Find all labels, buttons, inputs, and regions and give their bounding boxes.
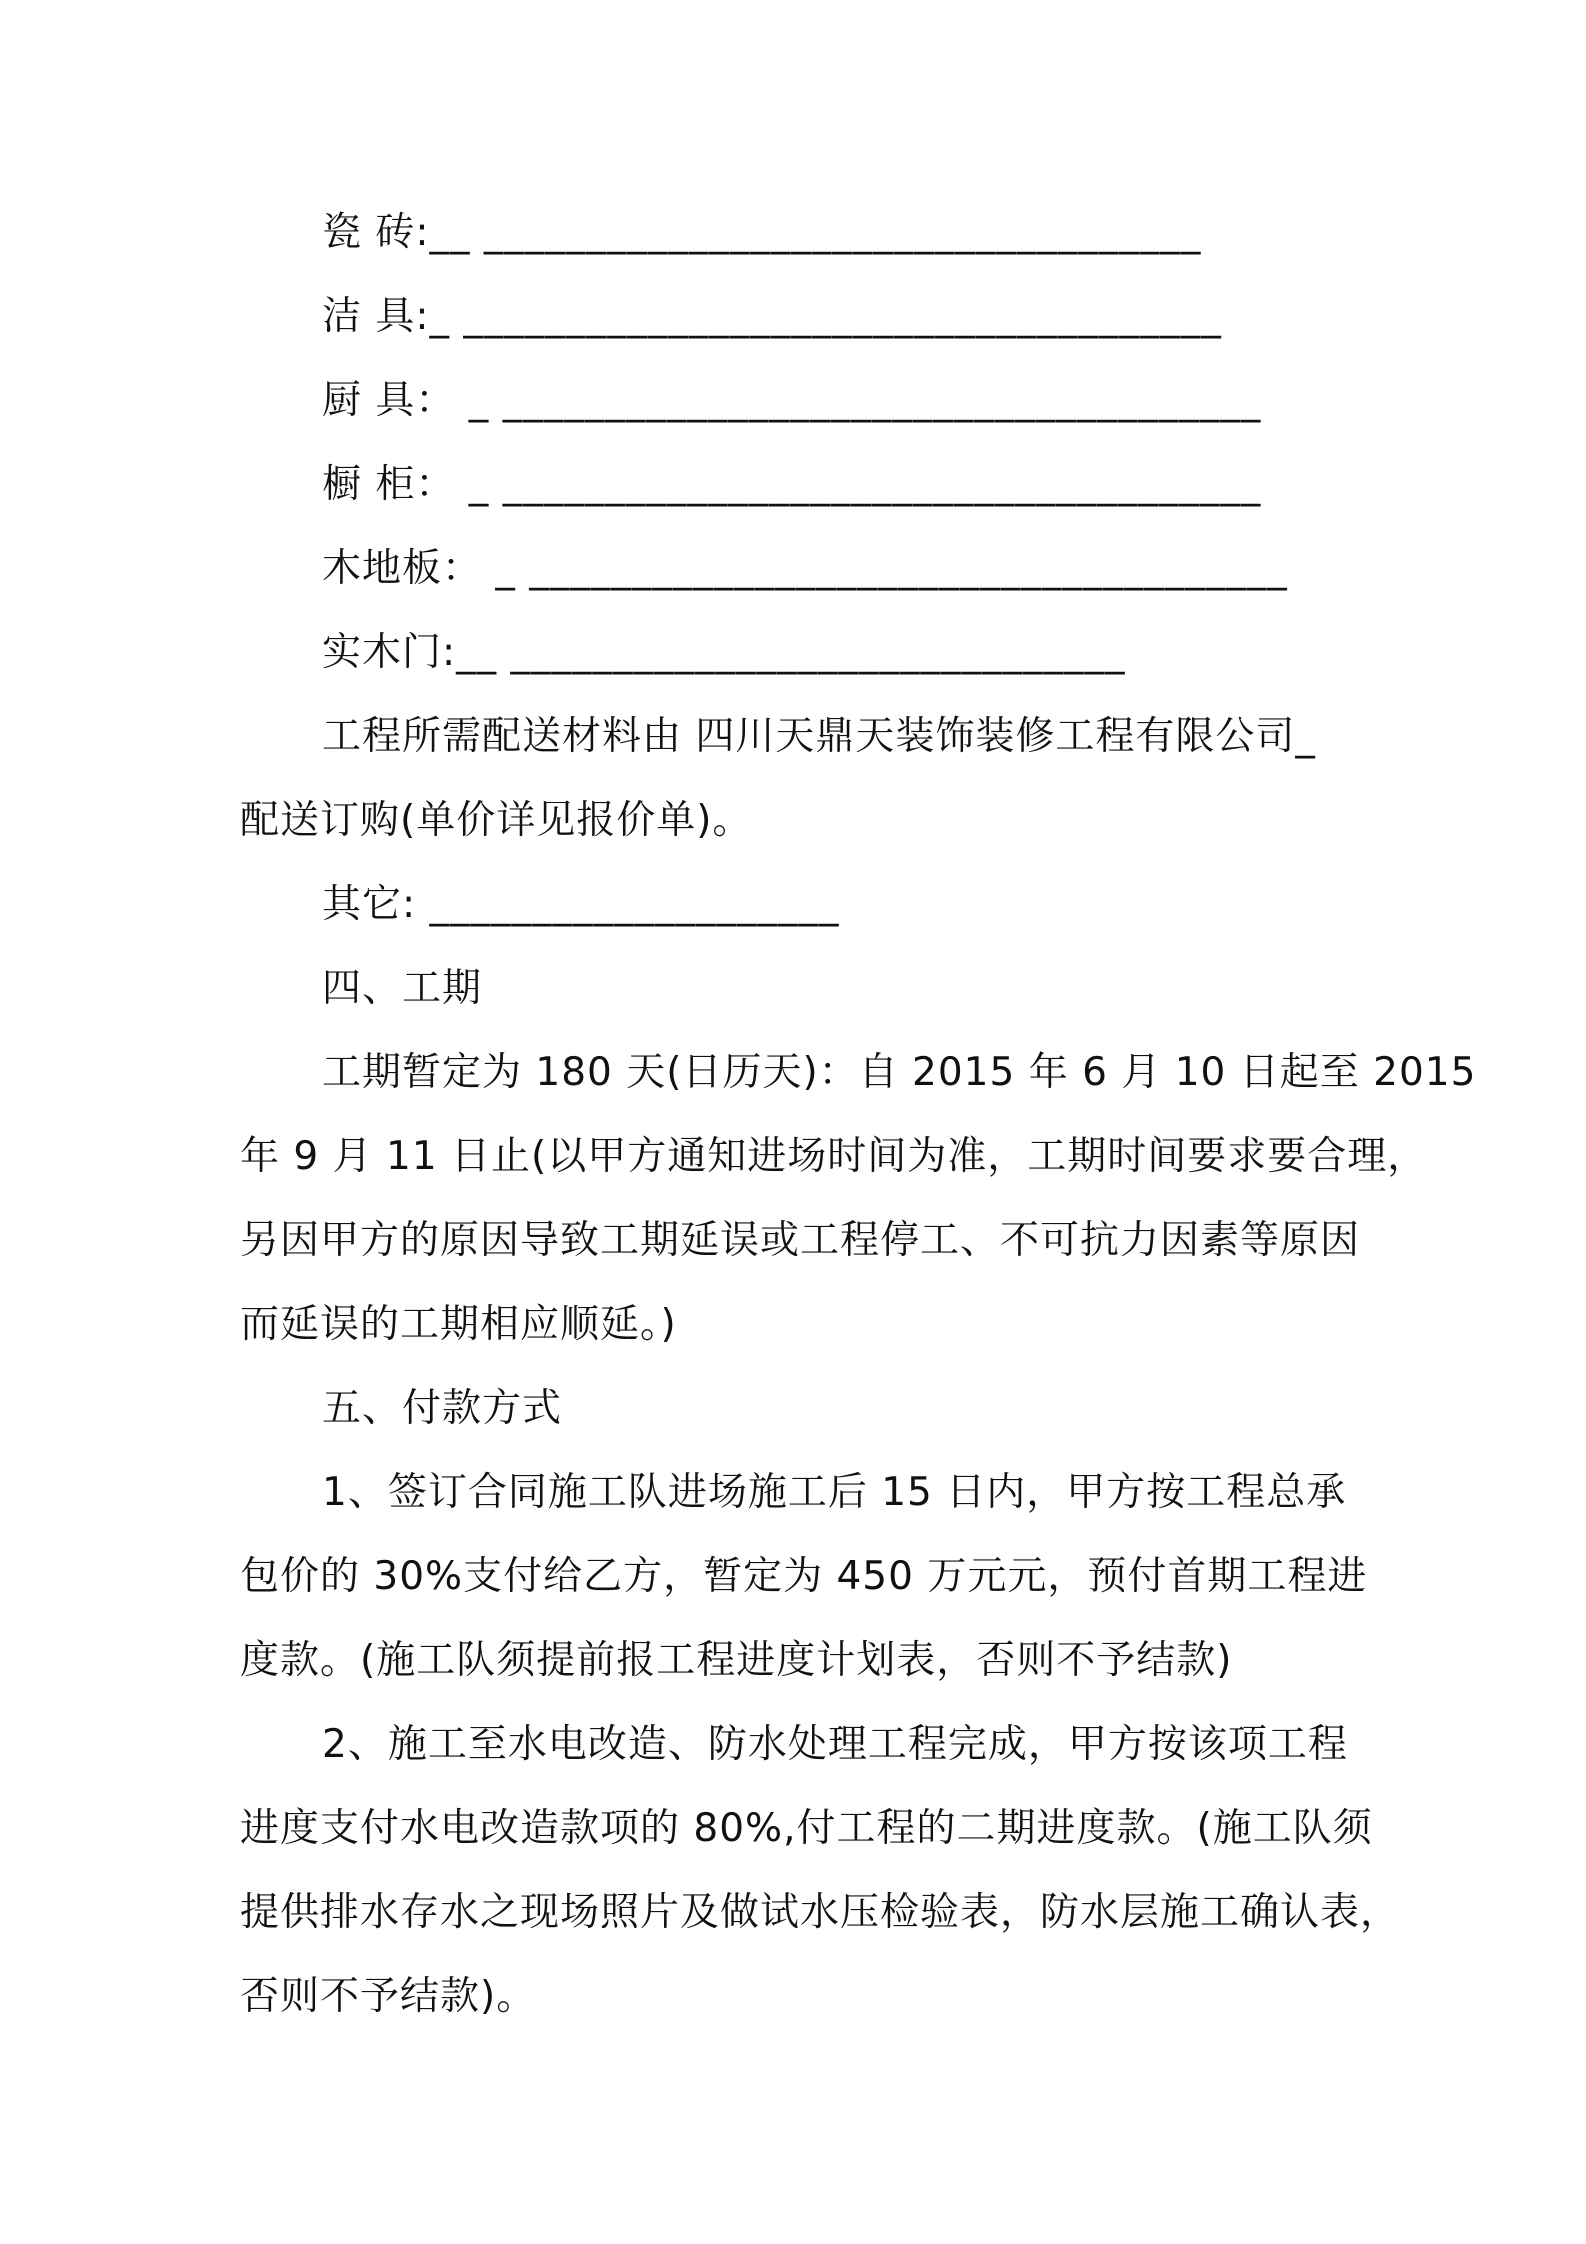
text-line-tile: 瓷 砖:__ ___________________________________ [322, 210, 1202, 255]
text-line-schedule-4: 而延误的工期相应顺延。) [240, 1302, 677, 1347]
text-line-cabinet: 橱 柜： _ _____________________________________ [322, 462, 1262, 507]
text-line-materials-cont: 配送订购(单价详见报价单)。 [240, 798, 753, 843]
text-line-other: 其它: ____________________ [322, 882, 840, 927]
text-line-payment-2a: 2、施工至水电改造、防水处理工程完成，甲方按该项工程 [322, 1722, 1348, 1767]
text-line-materials: 工程所需配送材料由 四川天鼎天装饰装修工程有限公司_ [322, 714, 1316, 759]
text-line-payment-1b: 包价的 30%支付给乙方，暂定为 450 万元元，预付首期工程进 [240, 1554, 1368, 1599]
text-line-kitchen: 厨 具： _ _____________________________________ [322, 378, 1262, 423]
section-heading-schedule: 四、工期 [322, 966, 483, 1011]
text-line-payment-1c: 度款。(施工队须提前报工程进度计划表，否则不予结款) [240, 1638, 1233, 1683]
text-line-schedule-2: 年 9 月 11 日止(以甲方通知进场时间为准，工期时间要求要合理， [240, 1134, 1428, 1179]
text-line-schedule-1: 工期暂定为 180 天(日历天)：自 2015 年 6 月 10 日起至 2015 [322, 1050, 1477, 1095]
section-heading-payment: 五、付款方式 [322, 1386, 563, 1431]
text-line-wood-floor: 木地板： _ _____________________________________ [322, 546, 1288, 591]
text-line-payment-2d: 否则不予结款)。 [240, 1974, 537, 2019]
text-line-payment-2c: 提供排水存水之现场照片及做试水压检验表，防水层施工确认表， [240, 1890, 1401, 1935]
text-line-wood-door: 实木门:__ ______________________________ [322, 630, 1126, 675]
text-line-sanitary: 洁 具:_ _____________________________________ [322, 294, 1222, 339]
text-line-payment-1a: 1、签订合同施工队进场施工后 15 日内，甲方按工程总承 [322, 1470, 1347, 1515]
text-line-schedule-3: 另因甲方的原因导致工期延误或工程停工、不可抗力因素等原因 [240, 1218, 1361, 1263]
text-line-payment-2b: 进度支付水电改造款项的 80%,付工程的二期进度款。(施工队须 [240, 1806, 1373, 1851]
